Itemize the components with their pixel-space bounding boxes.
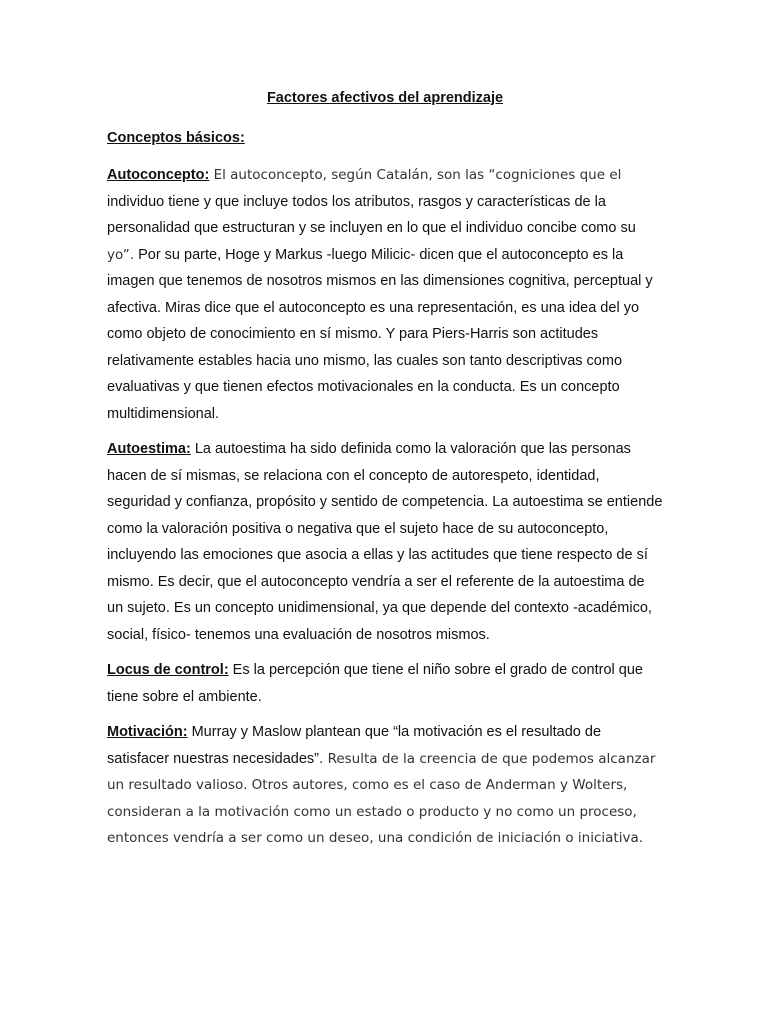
autoconcepto-text-d: Por su parte, Hoge y Markus -luego Milicic- dicen que el autoconcepto es la imagen que tenemos de nosotros mismos en las dimensiones cognitiva, perceptual y afectiva. Miras dice que el autoconcepto es una representación, es una idea del yo como objeto de conocimiento en sí mismo. Y para Piers-Harris son actitudes relativamente estables hacia uno mismo, las cuales son tanto descriptivas como evaluativas y que tienen efectos motivacionales en la conducta. Es un concepto multidimensional. bbox=[107, 246, 653, 422]
paragraph-autoconcepto bbox=[107, 162, 663, 427]
section-heading: Conceptos básicos: bbox=[107, 130, 245, 146]
autoconcepto-text-c: yo”. bbox=[107, 246, 135, 263]
term-motivacion: Motivación: bbox=[107, 724, 188, 740]
autoconcepto-text-b: individuo tiene y que incluye todos los atributos, rasgos y características de la personalidad que estructuran y se incluyen en lo que el individuo concibe como su bbox=[107, 193, 636, 236]
paragraph-locus-de-control bbox=[107, 657, 663, 710]
paragraph-autoestima bbox=[107, 436, 663, 648]
term-autoconcepto: Autoconcepto: bbox=[107, 167, 210, 183]
autoconcepto-text-a: El autoconcepto, según Catalán, son las “cogniciones que el bbox=[209, 167, 622, 183]
motivacion-text-a: Murray y Maslow plantean que “la motivación es el resultado de satisfacer nuestras necesidades” bbox=[107, 724, 602, 767]
autoestima-text: La autoestima ha sido definida como la valoración que las personas hacen de sí mismas, se relaciona con el concepto de autorespeto, identidad, seguridad y confianza, propósito y sentido de competencia. La autoestima se entiende como la valoración positiva o negativa que el sujeto hace de su autoconcepto, incluyendo las emociones que asocia a ellas y las actitudes que tiene respecto de sí mismo. Es decir, que el autoconcepto vendría a ser el referente de la autoestima de un sujeto. Es un concepto unidimensional, ya que depende del contexto -académico, social, físico- tenemos una evaluación de nosotros mismos. bbox=[107, 441, 663, 643]
term-autoestima: Autoestima: bbox=[107, 441, 191, 457]
locus-text: Es la percepción que tiene el niño sobre el grado de control que tiene sobre el ambiente. bbox=[107, 662, 643, 705]
document-title: Factores afectivos del aprendizaje bbox=[266, 90, 504, 106]
document-page bbox=[107, 88, 663, 861]
motivacion-text-b: . Resulta de la creencia de que podemos alcanzar un resultado valioso. Otros autores, como es el caso de Anderman y Wolters, consideran a la motivación como un estado o producto y no como un proceso, entonces vendría a ser como un deseo, una condición de iniciación o iniciativa. bbox=[107, 750, 656, 846]
paragraph-motivacion bbox=[107, 719, 663, 852]
term-locus-de-control: Locus de control: bbox=[107, 662, 229, 678]
